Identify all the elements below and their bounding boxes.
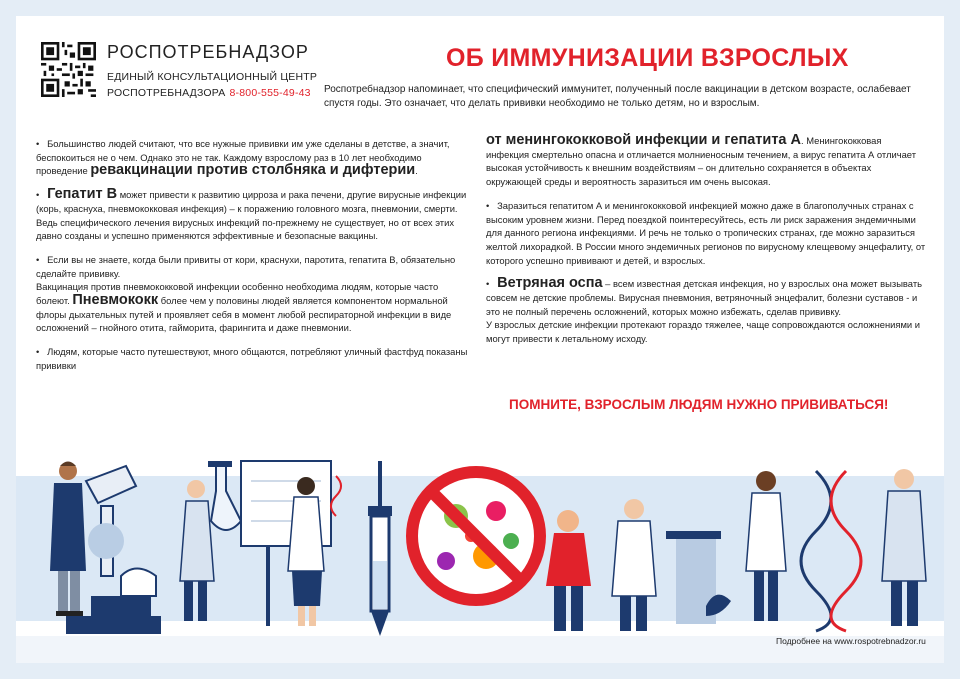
consult-center-name: РОСПОТРЕБНАДЗОРА: [107, 87, 226, 99]
qr-code: [41, 42, 96, 97]
meningococcal-text: . Менингококковая инфекция смертельно опасна и отличается молниеносным течением, а вирус гепатита А отличает высокая устойчивость к внешним воздействиям – он длительно сохраняется в объектах окружающей среды и вероятность заразиться им очень высокая.: [486, 135, 917, 188]
travelers-text: Людям, которые часто путешествуют, много общаются, потребляют уличный фастфуд показаны прививки: [36, 346, 468, 371]
consult-center-line1: ЕДИНЫЙ КОНСУЛЬТАЦИОННЫЙ ЦЕНТР: [107, 71, 318, 83]
chickenpox-heading: Ветряная оспа: [497, 275, 603, 292]
revaccination-text: Большинство людей считают, что все нужные прививки им уже сделаны в детстве, а значит, беспокоиться не о чем. Однако это не так. Каждому взрослому раз в 10 лет необходимо проведение: [36, 138, 450, 177]
pneumococcus-heading: Пневмококк: [72, 292, 159, 309]
adult-infections-text: У взрослых детские инфекции протекают гораздо тяжелее, чаще сопровождаются осложнениями и могут привести к летальному исходу.: [486, 319, 920, 345]
consult-center-line2: [107, 87, 311, 99]
intro-text: Роспотребнадзор напоминает, что специфический иммунитет, полученный после вакцинации в детском возрасте, ослабевает спустя годы. Это означает, что делать прививки необходимо не только детям, но и взрослым.: [324, 84, 911, 109]
hepatitis-b-text: может привести к развитию цирроза и рака печени, другие вирусные инфекции (корь, краснуха, пневмококковая инфекция) – к поражению головного мозга, пневмонии, смерти. Ведь специфического лечения вирусных инфекций по-прежнему не существует, но от всех этих давно созданы и успешно применяются эффективные и безопасные вакцины.: [36, 189, 467, 242]
pneumococcal-vaccination-text: Вакцинация против пневмококковой инфекции особенно необходима людям, которые часто болеют.: [36, 281, 439, 307]
paragraph-hepatitis-b: • Гепатит В может привести к развитию цирроза и рака печени, другие вирусные инфекции (корь, краснуха, пневмококковая инфекция) – к поражению головного мозга, пневмонии, смерти. Ведь специфического лечения вирусных инфекций по-прежнему не существует, но от всех этих давно созданы и успешно применяются эффективные и безопасные вакцины.: [36, 186, 467, 242]
travel-risk-text: Заразиться гепатитом А и менингококковой инфекцией можно даже в благополучных странах с высоким уровнем жизни. Перед поездкой поинтересуйтесь, есть ли риск заражения эндемичными для данного региона инфекциями. И речь не только о тропических странах, где можно заразиться желтой лихорадкой. В России много эндемичных регионов по вирусному клещевому энцефалиту, от которого успешно прививают и детей, и взрослых.: [486, 199, 926, 266]
page-title: ОБ ИММУНИЗАЦИИ ВЗРОСЛЫХ: [446, 44, 849, 72]
paragraph-meningococcal: [486, 134, 926, 189]
right-column: [486, 134, 926, 356]
hepatitis-b-heading: Гепатит В: [47, 186, 118, 203]
revaccination-end: .: [415, 165, 418, 177]
brand-name: РОСПОТРЕБНАДЗОР: [107, 42, 309, 62]
revaccination-highlight: ревакцинации против столбняка и дифтерии: [90, 162, 416, 179]
no-viruses-sign: [406, 466, 546, 606]
paragraph-chickenpox: • Ветряная оспа – всем известная детская инфекция, но у взрослых она может вызывать совсем не детские проблемы. Вирусная пневмония, ветряночный энцефалит, болезни суставов - и это не полный перечень осложнений, которых можно избежать, сделав прививку. У взрослых детские инфекции протекают гораздо тяжелее, чаще сопровождаются осложнениями и могут привести к летальному исходу.: [486, 275, 922, 345]
pneumococcus-text: более чем у половины людей является компонентом нормальной флоры дыхательных путей и проявляет себя в момент любой респираторной инфекции в виде осложнений – гнойного отита, гайморита, фарингита и даже пневмонии.: [36, 295, 452, 334]
poster: [16, 16, 944, 663]
left-column: [36, 137, 474, 383]
meningococcal-heading: от менингококковой инфекции и гепатита А: [486, 132, 801, 148]
paragraph-revaccination: • Большинство людей считают, что все нужные прививки им уже сделаны в детстве, а значит, беспокоиться не о чем. Однако это не так. Каждому взрослому раз в 10 лет необходимо проведение ревакцинации против столбняка и дифтерии.: [36, 138, 450, 179]
more-info-link[interactable]: Подробнее на www.rospotrebnadzor.ru: [776, 636, 926, 646]
medical-illustration: [16, 421, 944, 663]
chickenpox-text: – всем известная детская инфекция, но у взрослых она может вызывать совсем не детские проблемы. Вирусная пневмония, ветряночный энцефалит, болезни суставов - и это не полный перечень осложнений, которых можно избежать, сделав прививку.: [486, 278, 922, 317]
paragraph-pneumococcus: • Если вы не знаете, когда были привиты от кори, краснухи, паротита, гепатита В, обязательно сделайте прививку. Вакцинация против пневмококковой инфекции особенно необходима людям, которые часто болеют. Пневмококк более чем у половины людей является компонентом нормальной флоры дыхательных путей и проявляет себя в момент любой респираторной инфекции в виде осложнений – гнойного отита, гайморита, фарингита и даже пневмонии.: [36, 253, 456, 334]
paragraph-travelers: • Людям, которые часто путешествуют, много общаются, потребляют уличный фастфуд показаны прививки: [36, 346, 468, 371]
paragraph-travel-risk: • Заразиться гепатитом А и менингококковой инфекцией можно даже в благополучных странах с высоким уровнем жизни. Перед поездкой поинтересуйтесь, есть ли риск заражения эндемичными для данного региона инфекциями. И речь не только о тропических странах, где можно заразиться желтой лихорадкой. В России много эндемичных регионов по вирусному клещевому энцефалиту, от которого успешно прививают и детей, и взрослых.: [486, 199, 926, 266]
hotline-phone[interactable]: 8-800-555-49-43: [229, 87, 311, 99]
unknown-vaccination-text: Если вы не знаете, когда были привиты от кори, краснухи, паротита, гепатита В, обязательно сделайте прививку.: [36, 253, 456, 279]
reminder-slogan: ПОМНИТЕ, ВЗРОСЛЫМ ЛЮДЯМ НУЖНО ПРИВИВАТЬСЯ!: [509, 397, 889, 412]
